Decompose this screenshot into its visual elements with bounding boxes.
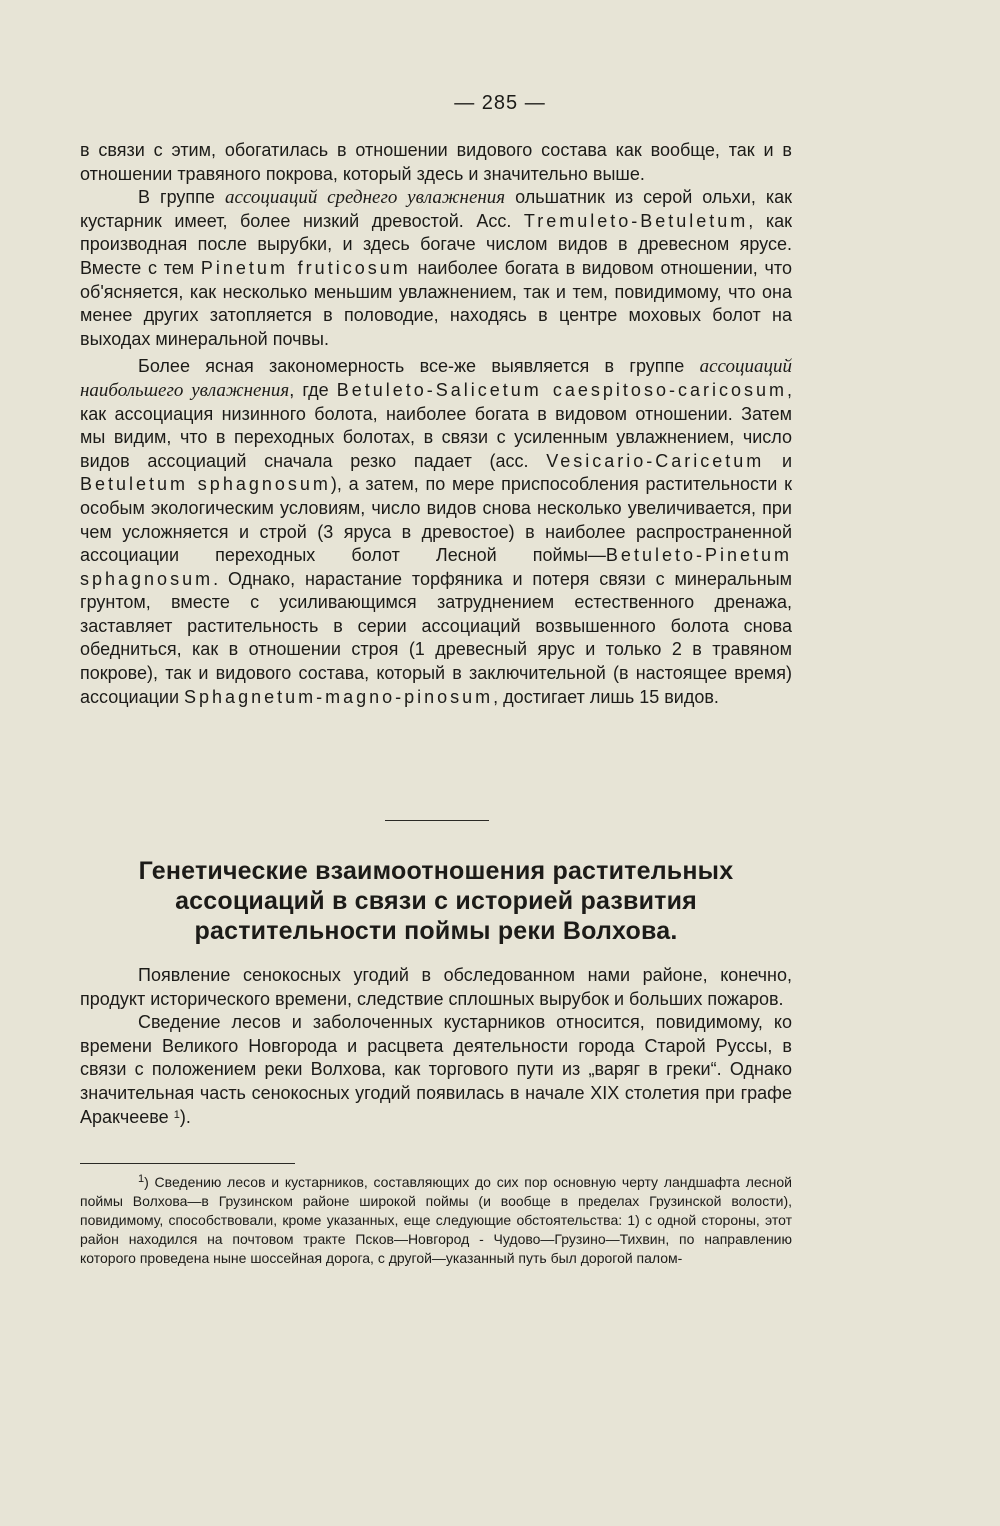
text-span: Более ясная закономерность все-же выявляется в группе xyxy=(138,356,700,377)
text-span: ) Сведению лесов и кустарников, составляющих до сих пор основную черту ландшафта лесной поймы Волхова—в Грузинском районе широкой поймы (и вообще в пределах Грузинской волости), повидимому, способствовали, кроме указанных, еще следующие обстоятельства: 1) с одной стороны, этот район находился на почтовом тракте Псков—Новгород - Чудово—Грузино—Тихвин, по направлению которого проведена ныне шоссейная дорога, с другой—указанный путь был дорогой палом- xyxy=(80,1174,792,1266)
section-text xyxy=(80,964,792,1129)
latin-association-name: Betuleto-Pinetum sphagnosum xyxy=(80,545,792,589)
text-span: , достигает лишь 15 видов. xyxy=(493,686,719,707)
text-span: ольшатник из серой ольхи, как кустарник имеет, более низкий древостой. Асс. xyxy=(80,187,793,231)
footnote-mark: 1 xyxy=(138,1173,145,1185)
text-span: , как производная после вырубки, и здесь богаче числом видов в древесном ярусе. Вместе с тем xyxy=(80,210,792,278)
section-heading: Генетические взаимоотношения растительных ассоциаций в связи с историей развития растительности поймы реки Волхова. xyxy=(138,857,734,945)
latin-association-name: Tremuleto-Betuletum xyxy=(523,210,749,231)
footnote xyxy=(80,1173,792,1268)
footnote-reference[interactable]: 1 xyxy=(173,1108,180,1121)
italic-term: ассоциаций среднего увлажнения xyxy=(224,187,506,209)
latin-association-name: Sphagnetum-magno-pinosum xyxy=(184,686,494,707)
paragraph-continuation: в связи с этим, обогатилась в отношении видового состава как вообще, так и в отношении травяного покрова, который здесь и значительно выше. xyxy=(80,140,792,184)
text-span: наиболее богата в видовом отношении, что об'ясняется, как несколько меньшим увлажнением, так и тем, повидимому, что она менее других затопляется в половодие, находясь в центре моховых болот на выходах минеральной почвы. xyxy=(80,257,792,349)
section-divider xyxy=(385,820,489,821)
text-span: Сведение лесов и заболоченных кустарников относится, повидимому, ко времени Великого Новгорода и расцвета деятельности города Старой Руссы, в связи с положением реки Волхова, как торгового пути из „варяг в греки“. Однако значительная часть сенокосных угодий появилась в начале XIX столетия при графе Аракчееве xyxy=(80,1012,792,1127)
paragraph-medium-moisture xyxy=(80,186,792,351)
paragraph-high-moisture xyxy=(80,355,792,709)
page-number: — 285 — xyxy=(454,92,546,114)
text-span: . Однако, нарастание торфяника и потеря связи с минеральным грунтом, вместе с усиливающимся затруднением естественного дренажа, заставляет растительность в серии ассоциаций возвышенного болота снова обедниться, как в отношении строя (1 древесный ярус и только 2 в травяном покрове), так и видового состава, который в заключительной (в настоящее время) ассоциации xyxy=(80,568,792,707)
body-text xyxy=(80,139,792,709)
latin-association-name: Betuleto-Salicetum caespitoso-caricosum xyxy=(336,379,787,400)
text-span: и xyxy=(764,450,793,471)
text-span: , как ассоциация низинного болота, наиболее богата в видовом отношении. Затем мы видим, что в переходных болотах, в связи с усиленным увлажнением, число видов ассоциаций сначала резко падает (асс. xyxy=(80,379,792,471)
section-paragraph: Появление сенокосных угодий в обследованном нами районе, конечно, продукт исторического времени, следствие сплошных вырубок и больших пожаров. xyxy=(80,965,792,1009)
text-span: , где xyxy=(289,379,337,400)
text-span: ). xyxy=(179,1106,191,1127)
section-paragraph xyxy=(80,1011,792,1129)
latin-association-name: Pinetum fruticosum xyxy=(200,257,411,278)
footnote-rule xyxy=(80,1163,295,1164)
text-span: ), а затем, по мере приспособления растительности к особым экологическим условиям, число видов снова несколько увеличивается, при чем усложняется и строй (3 яруса в древостое) в наиболее распространенной ассоциации переходных болот Лесной поймы— xyxy=(80,474,792,566)
footnote-text xyxy=(80,1173,792,1268)
italic-term: ассоциаций наибольшего увлажнения xyxy=(80,356,792,401)
text-span: В группе xyxy=(138,187,225,208)
latin-association-name: Vesicario-Caricetum xyxy=(546,450,765,471)
latin-association-name: Betuletum sphagnosum xyxy=(80,474,331,495)
